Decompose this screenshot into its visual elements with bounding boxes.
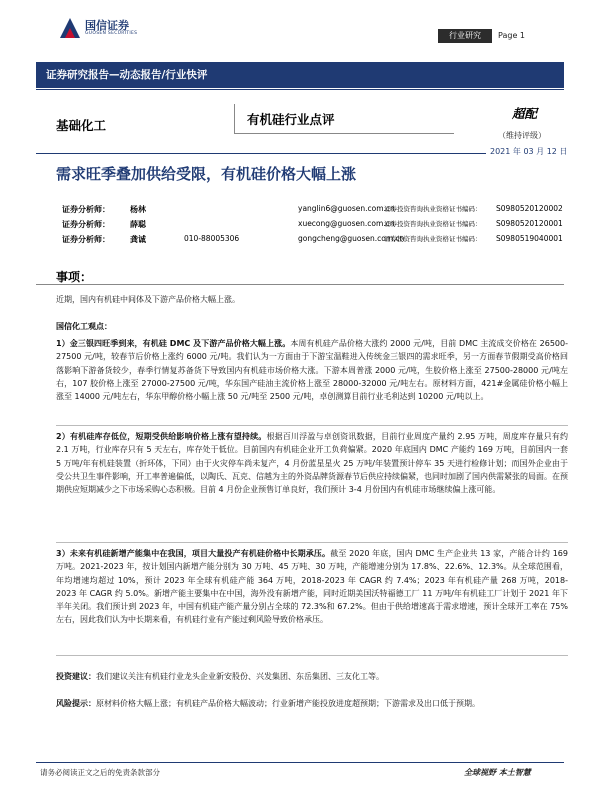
viewpoint-heading: 国信化工观点： (56, 322, 112, 331)
analyst-cert: S0980519040001 (496, 234, 563, 243)
report-type-text: 证券研究报告—动态报告/行业快评 (46, 69, 208, 81)
paragraph-divider (56, 542, 568, 543)
analyst-cert: S0980520120002 (496, 204, 563, 213)
band-divider (36, 89, 564, 90)
disclaimer-note: 请务必阅读正文之后的免责条款部分 (40, 768, 160, 777)
report-title: 有机硅行业点评 (247, 112, 335, 127)
analyst-label: 证券分析师： (62, 235, 110, 244)
paragraph-divider (56, 655, 568, 656)
page-header (0, 0, 600, 60)
analyst-row (0, 204, 600, 218)
point-3-heading: 3）未来有机硅新增产能集中在我国，项目大量投产有机硅价格中长期承压。 (56, 549, 331, 558)
analyst-email[interactable]: xuecong@guosen.com.cn (298, 219, 395, 228)
analyst-cert-label: 证券投资咨询执业资格证书编码： (384, 205, 482, 213)
risk-label: 风险提示： (56, 699, 96, 708)
point-2-heading: 2）有机硅库存低位，短期受供给影响价格上涨有望持续。 (56, 432, 267, 441)
point-3-paragraph (56, 547, 568, 627)
rating-note: （维持评级） (498, 131, 546, 140)
risk-body: 原材料价格大幅上涨；有机硅产品价格大幅波动；行业新增产能投放进度超预期；下游需求及出口低于预期。 (96, 699, 480, 708)
investment-advice (56, 670, 568, 683)
analyst-name: 薛聪 (130, 220, 146, 229)
logo-text-en: GUOSEN SECURITIES (85, 31, 138, 36)
analyst-name: 杨林 (130, 205, 146, 214)
analyst-name: 龚诚 (130, 235, 146, 244)
section-title: 事项： (56, 270, 93, 284)
point-1-heading: 1）金三银四旺季到来，有机硅 DMC 及下游产品价格大幅上涨。 (56, 339, 291, 348)
industry-name: 基础化工 (56, 118, 107, 133)
logo-text-cn: 国信证券 (85, 19, 129, 32)
analyst-cert: S0980520120001 (496, 219, 563, 228)
analyst-row (0, 234, 600, 248)
category-badge: 行业研究 (438, 29, 492, 43)
footer-slogan: 全球视野 本土智慧 (464, 768, 531, 777)
intro-paragraph: 近期，国内有机硅中间体及下游产品价格大幅上涨。 (56, 295, 240, 304)
analyst-phone: 010-88005306 (184, 234, 240, 243)
section-divider (36, 284, 564, 285)
guosen-logo-icon (58, 16, 82, 40)
guosen-logo (58, 14, 176, 40)
rating: 超配 (512, 106, 538, 121)
risk-warning (56, 697, 568, 710)
point-1-paragraph (56, 337, 568, 403)
page-number: Page 1 (498, 31, 525, 40)
analyst-label: 证券分析师： (62, 205, 110, 214)
footer-divider (36, 762, 564, 763)
report-type-band (36, 62, 564, 88)
report-date: 2021 年 03 月 12 日 (486, 146, 567, 157)
analyst-label: 证券分析师： (62, 220, 110, 229)
investment-label: 投资建议： (56, 672, 96, 681)
report-title-box (234, 104, 454, 134)
analyst-email[interactable]: yanglin6@guosen.com.cn (298, 204, 395, 213)
point-2-body: 根据百川浮盈与卓创资讯数据，目前行业周度产量约 2.95 万吨，周度库存量只有约 2.1 万吨，行业库存只有 5 天左右，库存处于低位。目前国内有机硅企业开工负荷偏紧。2020 年底国内 DMC 产能约 169 万吨，目前国内一套 5 万吨/年有机硅装置（折环体，下同）由于火灾停车尚未复产，4 月份蓝星星火 25 万吨/年装置预计停车 35 天进行检修计划；而国外企业由于受公共卫生事件影响，开工率普遍偏低，以陶氏、瓦克、信越为主的外资品牌货源春节后供应持续偏紧，也同时加剧了国内供需紧张的局面。在预期供应短期减少之下市场采购心态积极。目前 4 月份企业预售订单良好，我们预计 3-4 月份国内有机硅市场继续偏上涨可能。 (56, 432, 568, 495)
point-3-body: 截至 2020 年底，国内 DMC 生产企业共 13 家，产能合计约 169 万吨。2021-2023 年，按计划国内新增产能分别为 30 万吨、45 万吨、30 万吨，产能增速分别为 17.8%、22.6%、12.3%。从全球范围看，年均增速均超过 10%，预计 2023 年全球有机硅产能 364 万吨，2018-2023 年 CAGR 约 7.4%；2023 年有机硅产量 268 万吨，2018-2023 年 CAGR 约 5.0%。新增产能主要集中在中国，海外没有新增产能，同时近期美国沃特福德工厂 11 万吨/年有机硅工厂计划于 2021 年下半年关闭。我们预计到 2023 年，中国有机硅产能产量分别占全球的 72.3%和 67.2%。但由于供给增速高于需求增速，预计全球开工率在 75%左右，因此我们认为中长期来看，有机硅行业有产能过剩风险导致价格承压。 (56, 549, 568, 625)
investment-body: 我们建议关注有机硅行业龙头企业新安股份、兴发集团、东岳集团、三友化工等。 (96, 672, 384, 681)
point-2-paragraph (56, 430, 568, 496)
headline: 需求旺季叠加供给受限，有机硅价格大幅上涨 (56, 165, 357, 183)
paragraph-divider (56, 425, 568, 426)
date-divider (36, 153, 564, 154)
analyst-cert-label: 证券投资咨询执业资格证书编码： (384, 235, 482, 243)
analyst-row (0, 219, 600, 233)
analyst-email[interactable]: gongcheng@guosen.com.cn (298, 234, 405, 243)
analyst-cert-label: 证券投资咨询执业资格证书编码： (384, 220, 482, 228)
point-1-body: 本周有机硅产品价格大涨约 2000 元/吨，目前 DMC 主流成交价格在 26500-27500 元/吨，较春节后价格上涨约 6000 元/吨。我们认为一方面由于下游宝温鞋进入传统金三银四的需求旺季，另一方面春节假期受高价格回落影响下游备货较少，春季行情复苏备货下导致国内有机硅市场价格大涨。下游本周普涨 2000 元/吨，生胶价格上涨至 27500-28000 元/吨左右，107 胶价格上涨至 27000-27500 元/吨，华东国产硅油主流价格上涨至 28000-32000 元/吨左右。原材料方面，421#金属硅价格小幅上涨至 14000 元/吨左右，华东甲醇价格小幅上涨 50 元/吨至 2500 元/吨，卓创测算目前行业毛利达到 10200 元/吨以上。 (56, 339, 568, 402)
